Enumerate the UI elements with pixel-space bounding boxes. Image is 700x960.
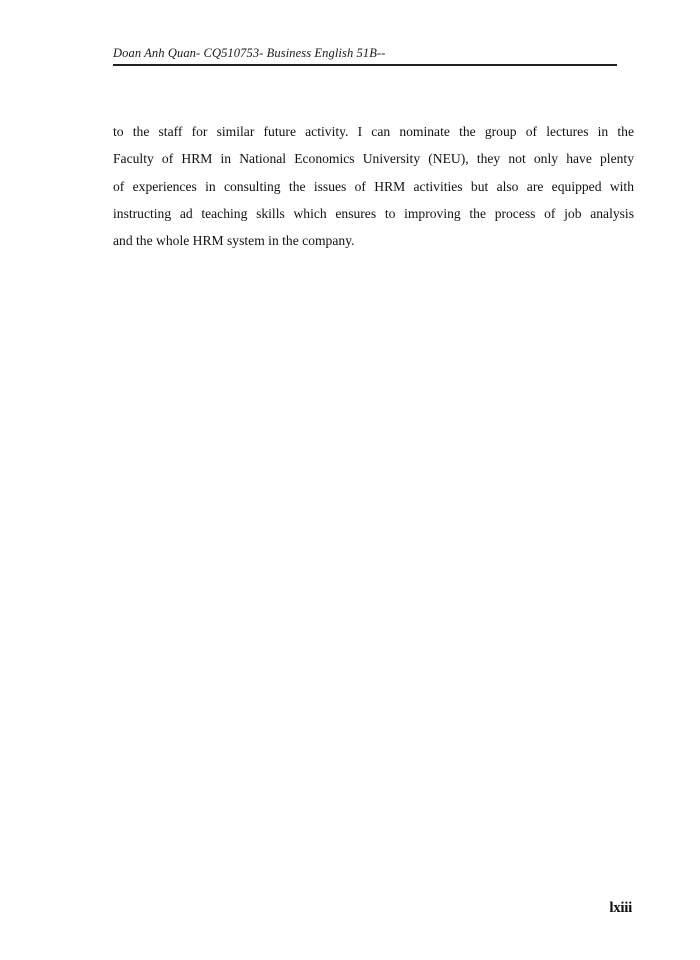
page-header [113,44,617,66]
paragraph-line: and the whole HRM system in the company. [113,233,355,249]
body-paragraph [113,118,634,254]
page-number: lxiii [609,900,632,916]
paragraph-line: Faculty of HRM in National Economics University (NEU), they not only have plenty [113,151,634,167]
paragraph-line: of experiences in consulting the issues of HRM activities but also are equipped with [113,178,634,194]
paragraph-line: instructing ad teaching skills which ensures to improving the process of job analysis [113,205,634,221]
paragraph-line: to the staff for similar future activity. I can nominate the group of lectures in the [113,124,634,139]
header-text: Doan Anh Quan- CQ510753- Business English 51B-- [113,46,386,60]
